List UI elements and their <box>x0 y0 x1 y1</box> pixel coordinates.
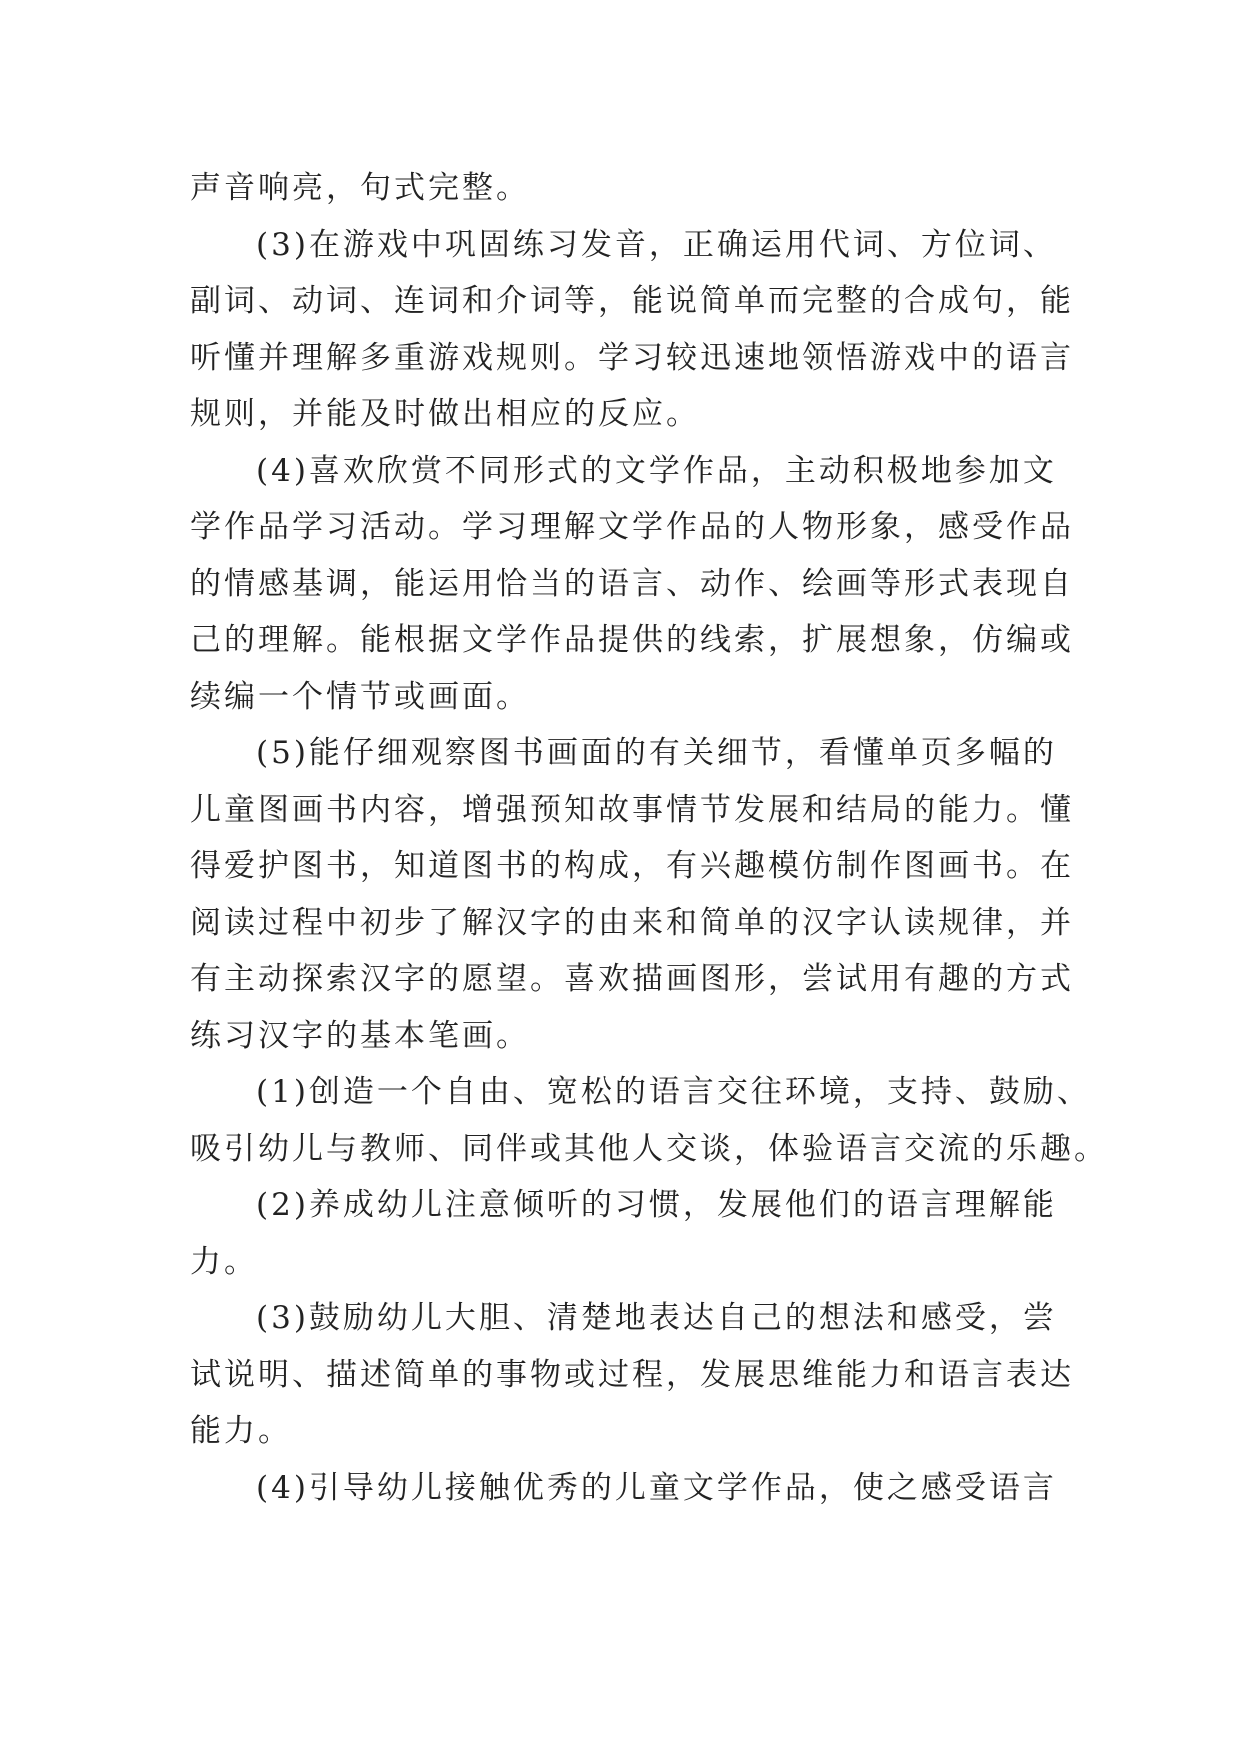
text-line: 学作品学习活动。学习理解文学作品的人物形象，感受作品 <box>190 509 1074 545</box>
text-line: (3)在游戏中巩固练习发音，正确运用代词、方位词、 <box>256 226 1057 263</box>
text-line: 的情感基调，能运用恰当的语言、动作、绘画等形式表现自 <box>190 565 1074 602</box>
text-line: 儿童图画书内容，增强预知故事情节发展和结局的能力。懂 <box>190 791 1074 828</box>
text-line: 练习汉字的基本笔画。 <box>190 1017 530 1054</box>
text-line: 听懂并理解多重游戏规则。学习较迅速地领悟游戏中的语言 <box>190 339 1074 376</box>
text-line: (1)创造一个自由、宽松的语言交往环境，支持、鼓励、 <box>256 1074 1091 1110</box>
text-line: 续编一个情节或画面。 <box>190 678 530 715</box>
text-line: (4)喜欢欣赏不同形式的文学作品，主动积极地参加文 <box>256 452 1057 489</box>
body-text <box>190 160 1108 1516</box>
text-line: 阅读过程中初步了解汉字的由来和简单的汉字认读规律，并 <box>190 904 1074 941</box>
text-line: 声音响亮，句式完整。 <box>190 170 530 206</box>
text-line: (5)能仔细观察图书画面的有关细节，看懂单页多幅的 <box>256 735 1057 771</box>
text-line: 试说明、描述简单的事物或过程，发展思维能力和语言表达 <box>190 1356 1074 1393</box>
text-line: 有主动探索汉字的愿望。喜欢描画图形，尝试用有趣的方式 <box>190 961 1074 997</box>
text-line: 能力。 <box>190 1413 292 1449</box>
text-line: 得爱护图书，知道图书的构成，有兴趣模仿制作图画书。在 <box>190 848 1074 884</box>
text-line: 规则，并能及时做出相应的反应。 <box>190 396 700 432</box>
text-line: 副词、动词、连词和介词等，能说简单而完整的合成句，能 <box>190 283 1074 319</box>
text-line: (4)引导幼儿接触优秀的儿童文学作品，使之感受语言 <box>256 1469 1057 1506</box>
text-line: (3)鼓励幼儿大胆、清楚地表达自己的想法和感受，尝 <box>256 1300 1057 1336</box>
text-line: 吸引幼儿与教师、同伴或其他人交谈，体验语言交流的乐趣。 <box>190 1130 1108 1167</box>
text-line: 己的理解。能根据文学作品提供的线索，扩展想象，仿编或 <box>190 622 1074 658</box>
text-line: (2)养成幼儿注意倾听的习惯，发展他们的语言理解能 <box>256 1187 1057 1223</box>
text-line: 力。 <box>190 1243 258 1280</box>
